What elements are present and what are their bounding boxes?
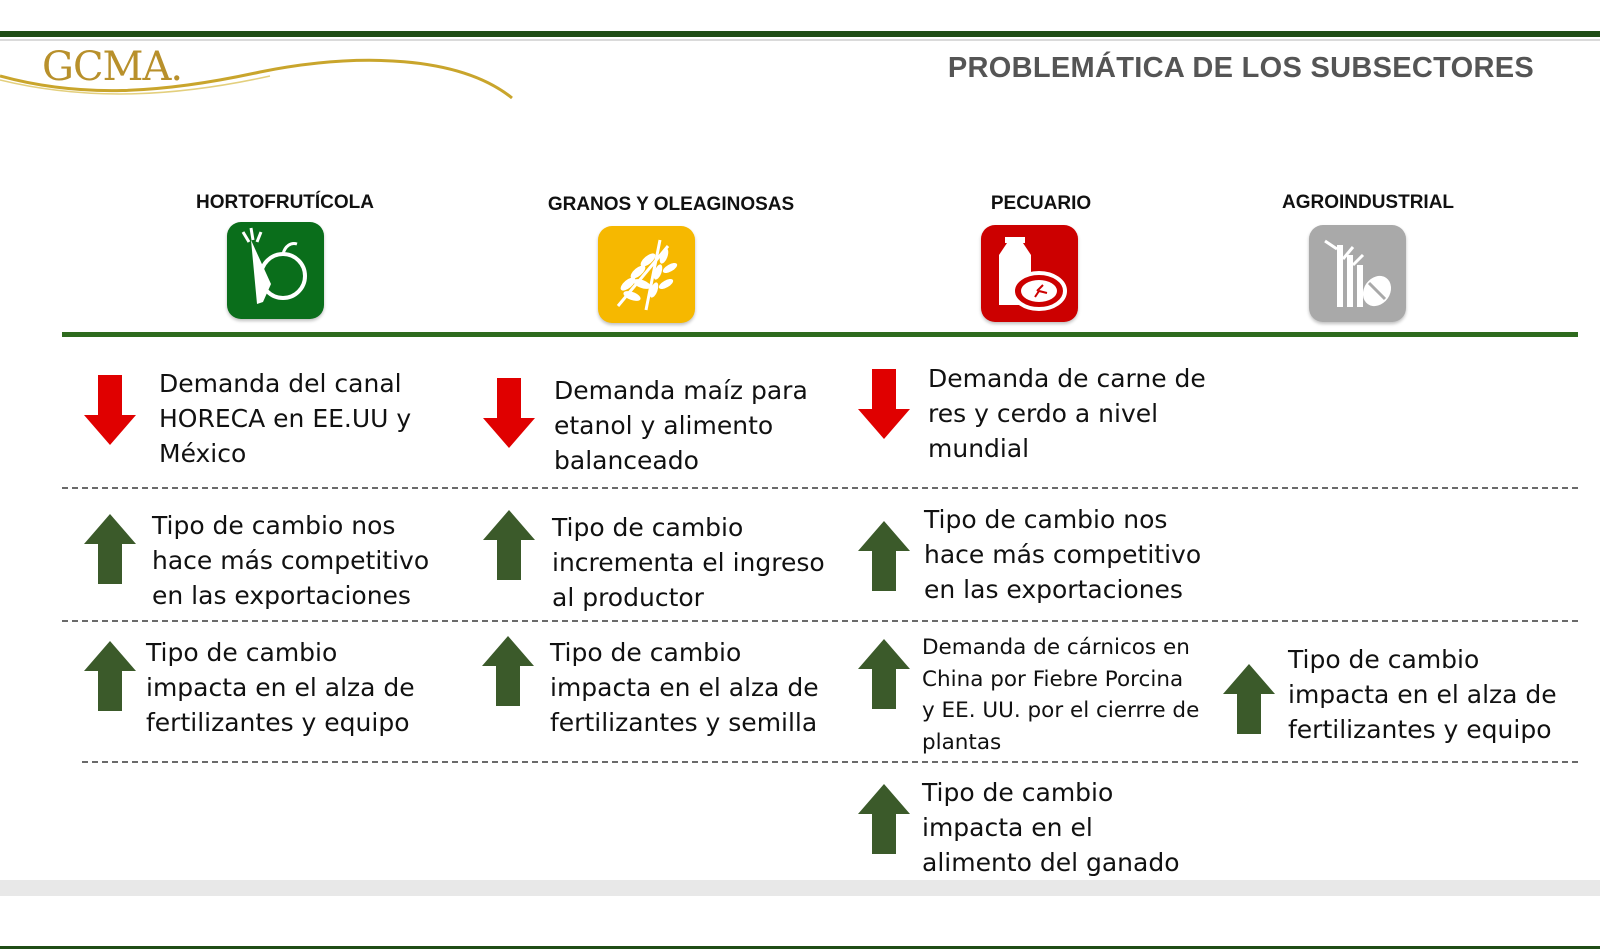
arrow-down-icon	[84, 375, 136, 445]
sector-granos	[511, 194, 831, 216]
page-title: PROBLEMÁTICA DE LOS SUBSECTORES	[947, 52, 1534, 84]
item-text: Tipo de cambio impacta en el alza de fertilizantes y equipo	[146, 638, 415, 737]
item-text: Demanda del canal HORECA en EE.UU y México	[159, 369, 412, 468]
arrow-down-icon	[483, 378, 535, 448]
item-text: Tipo de cambio incrementa el ingreso al productor	[552, 513, 825, 612]
sector-agroindustrial	[1208, 192, 1528, 214]
arrow-up-icon	[482, 636, 534, 706]
sector-label: GRANOS Y OLEAGINOSAS	[547, 194, 795, 215]
item-text: Demanda de cárnicos en China por Fiebre Porcina y EE. UU. por el cierrre de plantas	[922, 635, 1200, 755]
item-text: Tipo de cambio impacta en el alza de fertilizantes y semilla	[550, 638, 819, 737]
arrow-up-icon	[858, 639, 910, 709]
item-text: Tipo de cambio nos hace más competitivo en las exportaciones	[152, 511, 430, 610]
arrow-up-icon	[858, 521, 910, 591]
item-text: Demanda de carne de res y cerdo a nivel mundial	[928, 364, 1206, 463]
fruit-vegetable-icon	[227, 222, 324, 319]
arrow-up-icon	[84, 514, 136, 584]
sector-label: PECUARIO	[990, 193, 1092, 214]
arrow-up-icon	[84, 641, 136, 711]
sector-label: AGROINDUSTRIAL	[1281, 192, 1455, 213]
item-text: Tipo de cambio impacta en el alza de fertilizantes y equipo	[1288, 645, 1557, 744]
row-divider	[82, 761, 1578, 763]
footer-band	[0, 880, 1600, 896]
sector-label: HORTOFRUTÍCOLA	[195, 192, 375, 213]
sugarcane-coffee-icon	[1309, 225, 1406, 322]
sector-hortofruticola	[125, 192, 445, 214]
section-divider	[62, 332, 1578, 337]
arrow-up-icon	[1223, 664, 1275, 734]
item-text: Tipo de cambio nos hace más competitivo en las exportaciones	[924, 505, 1202, 604]
top-rule-shadow	[0, 39, 1600, 41]
arrow-down-icon	[858, 369, 910, 439]
arrow-up-icon	[858, 784, 910, 854]
logo-text: GCMA.	[42, 44, 183, 90]
item-text: Tipo de cambio impacta en el alimento del ganado	[922, 778, 1180, 877]
top-rule	[0, 31, 1600, 37]
row-divider	[62, 487, 1578, 489]
row-divider	[62, 620, 1578, 622]
item-text: Demanda maíz para etanol y alimento balanceado	[554, 376, 808, 475]
milk-meat-icon	[981, 225, 1078, 322]
wheat-icon	[598, 226, 695, 323]
sector-pecuario	[881, 193, 1201, 215]
arrow-up-icon	[483, 510, 535, 580]
